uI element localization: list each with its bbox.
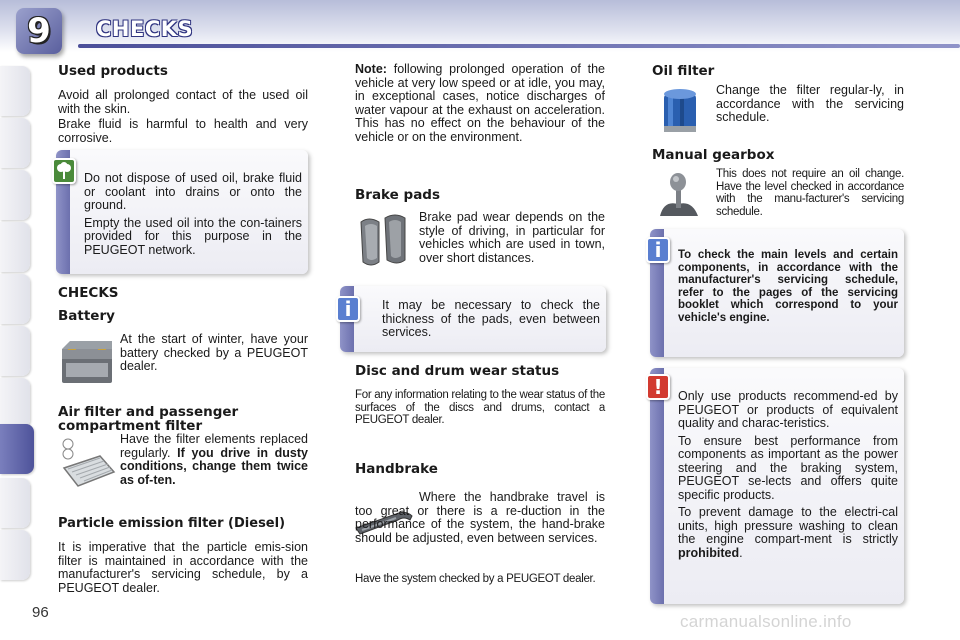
side-tab-4[interactable] [0, 222, 30, 272]
note-text: following prolonged operation of the vehicle at very low speed or at idle, you may, in exceptional cases, notice discharges of water vapour at the exhaust on acceleration. This has no effect on the behaviour of the vehicle or on the environment. [355, 62, 605, 144]
note-bar [650, 368, 664, 604]
info-icon: i [336, 296, 360, 322]
levels-info-note [650, 229, 904, 357]
air-filter-image [60, 436, 116, 497]
warning-icon: ! [646, 374, 670, 400]
eco-note-para-2: Empty the used oil into the con-tainers provided for this purpose in the PEUGEOT network. [84, 215, 302, 257]
info-icon: i [646, 237, 670, 263]
air-filter-title-line-2: compartment filter [58, 418, 203, 434]
disc-drum-text: For any information relating to the wear status of the surfaces of the discs and drums, contact a PEUGEOT dealer. [355, 389, 605, 426]
battery-title: Battery [58, 308, 115, 324]
side-tab-active[interactable] [0, 424, 34, 474]
warning-para-3-end: . [739, 545, 743, 560]
eco-note-para-1: Do not dispose of used oil, brake fluid or coolant into drains or onto the ground. [84, 171, 302, 212]
air-filter-text [120, 433, 308, 487]
used-products-para-1: Avoid all prolonged contact of the used oil with the skin. [58, 88, 308, 116]
brake-pads-title: Brake pads [355, 187, 441, 203]
page-number: 96 [32, 604, 49, 621]
air-filter-text-plain: Have the filter elements replaced regularly. [120, 432, 308, 460]
note-label: Note: [355, 62, 387, 76]
warning-para-3-start: To prevent damage to the electri-cal units, high pressure washing to clean the engine compart-ment is strictly [678, 505, 898, 546]
manual-gearbox-text: This does not require an oil change. Have the level checked in accordance with the manu-facturer's servicing schedule. [716, 168, 904, 218]
side-tab-9[interactable] [0, 478, 30, 528]
side-tab-5[interactable] [0, 274, 30, 324]
note-paragraph [355, 63, 605, 144]
warning-note [650, 368, 904, 604]
warning-note-text [678, 390, 898, 560]
handbrake-text: Where the handbrake travel is too great or there is a re-duction in the performance of the system, the hand-brake should be adjusted, even between services. [355, 490, 605, 545]
side-tab-1[interactable] [0, 66, 30, 116]
header-rule [78, 44, 960, 48]
side-tab-2[interactable] [0, 118, 30, 168]
chapter-title: CHECKS [96, 17, 194, 41]
chapter-badge [16, 8, 62, 54]
side-tab-6[interactable] [0, 326, 30, 376]
particle-filter-title: Particle emission filter (Diesel) [58, 516, 286, 531]
manual-gearbox-title: Manual gearbox [652, 147, 775, 163]
warning-para-3 [678, 506, 898, 560]
chapter-number: 9 [27, 11, 51, 51]
disc-drum-title: Disc and drum wear status [355, 363, 560, 379]
side-tab-7[interactable] [0, 378, 30, 428]
warning-para-1: Only use products recommend-ed by PEUGEOT or products of equivalent quality and charac-teristics. [678, 389, 898, 430]
battery-image [58, 335, 116, 392]
used-products-para-2: Brake fluid is harmful to health and very corrosive. [58, 117, 308, 145]
handbrake-title: Handbrake [355, 461, 438, 477]
recycle-tree-icon [52, 158, 76, 184]
levels-info-text: To check the main levels and certain components, in accordance with the manufacturer's servicing schedule, refer to the pages of the servicing booklet which correspond to your vehicle's engine. [678, 249, 898, 324]
warning-para-3-bold: prohibited [678, 545, 740, 560]
warning-para-2: To ensure best performance from components as important as the power steering and the braking system, PEUGEOT se-lects and offers quite specific products. [678, 433, 898, 502]
brake-pads-info-text: It may be necessary to check the thickness of the pads, even between services. [382, 298, 600, 339]
brake-pads-info-note [340, 286, 606, 352]
particle-filter-text: It is imperative that the particle emis-sion filter is maintained in accordance with the manufacturer's servicing schedule, by a PEUGEOT dealer. [58, 540, 308, 595]
air-filter-title-line-1: Air filter and passenger [58, 404, 239, 420]
gear-lever-image [656, 170, 702, 227]
brake-pads-text: Brake pad wear depends on the style of driving, in particular for vehicles which are used in town, over short distances. [419, 210, 605, 265]
oil-filter-title: Oil filter [652, 63, 715, 79]
eco-note-text [84, 172, 302, 257]
side-tab-10[interactable] [0, 530, 30, 580]
battery-text: At the start of winter, have your battery checked by a PEUGEOT dealer. [120, 332, 308, 373]
oil-filter-image [660, 86, 700, 141]
eco-note [56, 150, 308, 274]
used-products-title: Used products [58, 63, 168, 79]
oil-filter-text: Change the filter regular-ly, in accordance with the servicing schedule. [716, 83, 904, 124]
air-filter-text-bold: If you drive in dusty conditions, change them twice as of-ten. [120, 445, 308, 487]
brake-pads-image [355, 212, 415, 277]
watermark: carmanualsonline.info [680, 612, 852, 631]
handbrake-text-2: Have the system checked by a PEUGEOT dealer. [355, 573, 596, 585]
checks-title: CHECKS [58, 285, 119, 301]
side-tab-3[interactable] [0, 170, 30, 220]
